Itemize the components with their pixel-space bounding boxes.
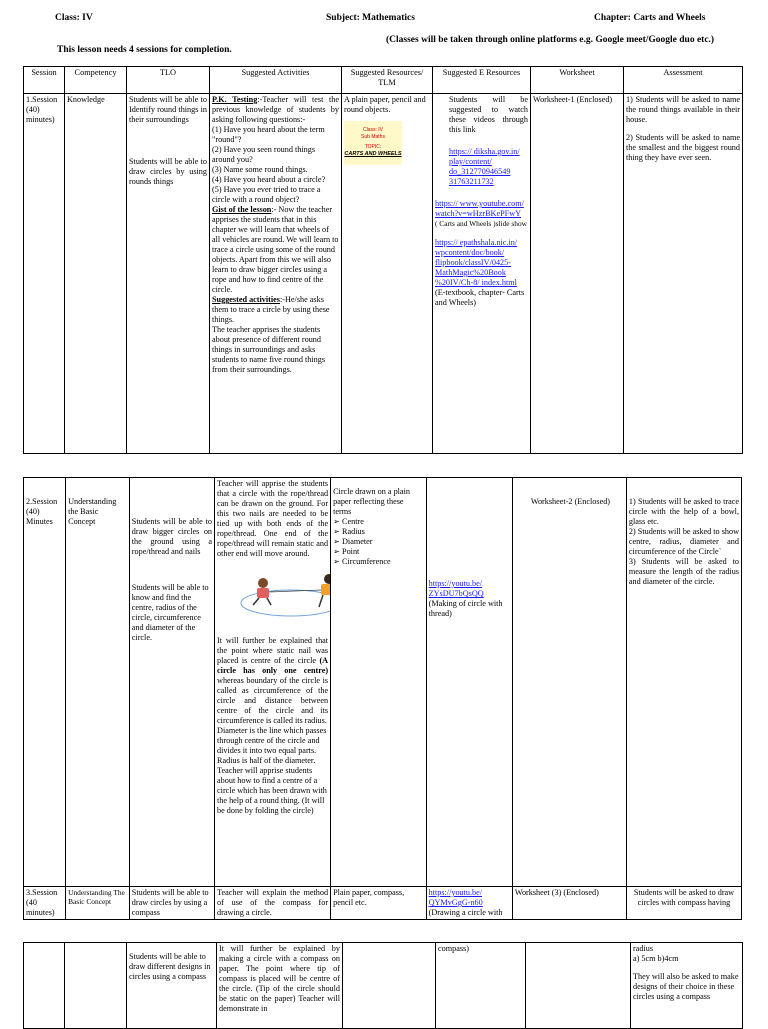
question: (2) Have you seen round things around you? [212,145,316,164]
assessment-cell [624,94,743,454]
e-resources-intro: Students will be suggested to watch these videos through this link [449,95,528,134]
tlo-item: Students will be able to draw circles by using rounds things [129,157,207,186]
col-e-resources: Suggested E Resources [433,67,531,94]
tlo-item: Students will be able to draw bigger circles on the ground using a rope/thread and nails [131,517,213,556]
resources-cell [342,94,433,454]
col-session: Session [24,67,65,94]
list-item: ➢ Circumference [333,557,424,567]
assessment-item: 1) Students will be asked to trace circle with the help of a bowl, glass etc. [628,497,739,526]
tlo-item: Students will be able to know and find the centre, radius of the circle, circumference and diameter of the circle. [131,583,209,642]
children-drawing-circle-illustration [233,565,331,621]
sessions-note: This lesson needs 4 sessions for completion. [57,45,232,55]
e-resources-cell [426,478,512,887]
e-resources-cell [426,887,512,920]
terms-list [333,517,424,567]
e-resources-cell [433,94,531,454]
link-note: ( Carts and Wheels )slide show [435,219,528,228]
list-item: ➢ Centre [333,517,424,527]
resources-text: A plain paper, pencil and round objects. [344,95,426,114]
lesson-table-session-3-continued [23,942,743,1029]
activities-cell: It will further be explained by making a circle with a compass on paper. The point where tip of compass is placed will be centre of the circle. (Tip of the circle should be static on the paper) Teacher will demonstrate in [217,943,343,1029]
list-item: ➢ Diameter [333,537,424,547]
suggested-activities-text: :-He/she asks them to trace a circle by using these things. [212,295,330,324]
competency-cell: Knowledge [65,94,127,454]
assessment-item: 1) Students will be asked to name the round things available in their house. [626,95,740,124]
table-row [24,94,743,454]
lesson-table-session-1 [23,66,743,454]
pk-testing-text: :-Teacher will test the previous knowledge of students by asking following questions:- [212,95,339,124]
worksheet-cell: Worksheet-2 (Enclosed) [512,478,626,887]
activities-cell: Teacher will explain the method of use of the compass for drawing a circle. [215,887,331,920]
activity-text: Teacher will apprise the students that a circle with the rope/thread can be drawn on the ground. For this two nails are needed to be tied up with both ends of the rope/thread. One end of the rope/thread will remain static and other end will move around. [217,479,329,558]
activity-text: Teacher will apprise students about how to find a centre of a circle which has been drawn with the help of a round thing. (It will be done by folding the circle) [217,766,327,815]
slide-thumbnail: Class: IV Sub Maths TOPIC: CARTS AND WHEELS [344,121,402,165]
class-label: Class: IV [55,13,93,23]
resources-cell [343,943,436,1029]
table-row [24,943,743,1029]
link-note: (E-textbook, chapter- Carts and Wheels) [435,288,525,308]
question: (3) Name some round things. [212,165,308,174]
pk-testing-label: P.K. Testing [212,95,258,104]
tlo-cell [129,478,214,887]
table-row [24,887,742,920]
question: (4) Have you heard about a circle? [212,175,326,184]
list-item: ➢ Radius [333,527,424,537]
gist-text: :- Now the teacher apprises the students that in this chapter we will learn that wheels of all vehicles are round. We will learn to trace a circle using some of the round objects. Apart from this we will also learn to draw bigger circles using a rope and how to find centre of the circle. [212,205,339,294]
activity-text: The teacher apprises the students about presence of different round things in surroundings and asks students to name five round things from their surroundings. [212,325,326,374]
e-resources-cell: compass) [436,943,526,1029]
list-item: ➢ Point [333,547,424,557]
assessment-item: 3) Students will be asked to measure the length of the radius and diameter of the circle. [628,557,739,586]
youtube-link[interactable]: https://youtu.be/ ZYsDU7bQsQQ [428,579,484,598]
activities-cell [210,94,342,454]
tlo-item: Students will be able to Identify round things in their surroundings [129,95,207,124]
competency-cell [65,943,127,1029]
gist-label: Gist of the lesson [212,205,272,214]
tlo-cell [127,94,210,454]
resources-cell: Plain paper, compass, pencil etc. [331,887,427,920]
link-note: (Making of circle with thread) [428,599,503,618]
session-cell: 1.Session (40) minutes) [24,94,65,454]
lesson-table-session-2 [23,477,742,920]
session-cell: 3.Session (40 minutes) [24,887,66,920]
assessment-cell: Students will be asked to draw circles with compass having [626,887,741,920]
assessment-cell: radius a) 5cm b)4cm They will also be asked to make designs of their choice in these circles using a compass [631,943,743,1029]
worksheet-cell: Worksheet (3) (Enclosed) [512,887,626,920]
youtube-link[interactable]: https://youtu.be/ QYMvGgG-n60 [428,888,483,907]
worksheet-cell [526,943,631,1029]
col-resources: Suggested Resources/ TLM [342,67,433,94]
resources-cell [331,478,427,887]
session-cell: 2.Session (40) Minutes [24,478,66,887]
column-header-row [24,67,743,94]
youtube-link[interactable]: https:// www.youtube.com/ watch?v=wHzrBKePFwY [435,199,524,218]
question: (1) Have you heard about the term "round"? [212,125,325,144]
col-competency: Competency [65,67,127,94]
col-assessment: Assessment [624,67,743,94]
diksha-link[interactable]: https:// diksha.gov.in/ play/content/ do_312770946549 31763211732 [449,147,520,186]
competency-cell: Understanding The Basic Concept [66,887,130,920]
assessment-item: 2) Students will be asked to show centre, radius, diameter and circumference of the Circle` [628,527,739,556]
tlo-cell: Students will be able to draw different designs in circles using a compass [127,943,217,1029]
epathshala-link[interactable]: https:// epathshala.nic.in/ wpcontent/doc/book/ flipbook/classIV/0425- MathMagic%20Book %20IV/Ch-8/ index.html [435,238,518,288]
chapter-label: Chapter: Carts and Wheels [594,13,706,23]
competency-cell: Understanding the Basic Concept [66,478,130,887]
link-note: (Drawing a circle with [428,908,503,917]
activity-text: It will further be explained that the point where static nail was placed is centre of the circle (A circle has only one centre) whereas boundary of the circle is called as circumference of the circle and distance between centre of the circle and its circumference is called its radius. [217,636,329,725]
table-row [24,478,742,887]
session-cell [24,943,65,1029]
activities-cell [215,478,331,887]
worksheet-cell: Worksheet-1 (Enclosed) [531,94,624,454]
tlo-cell: Students will be able to draw circles by using a compass [129,887,214,920]
col-tlo: TLO [127,67,210,94]
col-worksheet: Worksheet [531,67,624,94]
assessment-cell [626,478,741,887]
resources-text: Circle drawn on a plain paper reflecting these terms [333,487,410,516]
platform-note: (Classes will be taken through online platforms e.g. Google meet/Google duo etc.) [386,35,715,45]
suggested-activities-label: Suggested activities [212,295,280,304]
activity-text: Diameter is the line which passes through centre of the circle and divides it into two equal parts. Radius is half of the diameter. [217,726,327,765]
assessment-item: 2) Students will be asked to name the smallest and the biggest round thing they have ever seen. [626,133,740,162]
question: (5) Have you ever tried to trace a circle with a round object? [212,185,321,204]
col-activities: Suggested Activities [210,67,342,94]
subject-label: Subject: Mathematics [326,13,415,23]
